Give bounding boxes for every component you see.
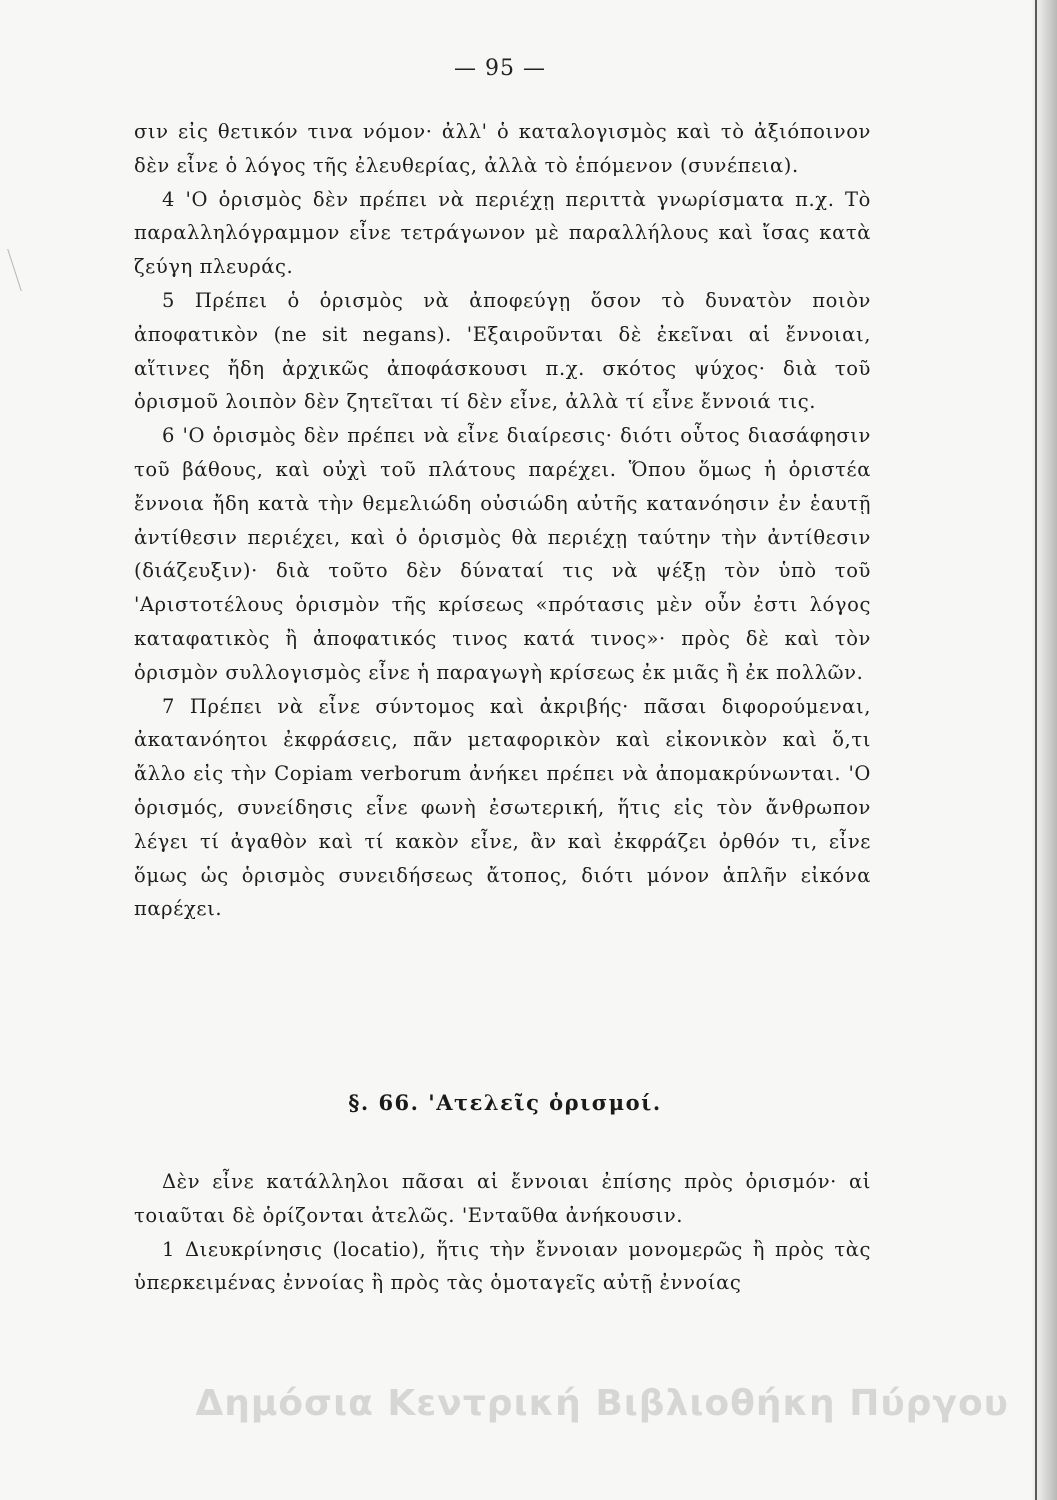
body-text-lower bbox=[134, 1165, 871, 1300]
paragraph-rule-6: 6 'Ο ὁρισμὸς δὲν πρέπει νὰ εἶνε διαίρεσις· διότι οὗτος διασάφησιν τοῦ βάθους, καὶ οὐχὶ τοῦ πλάτους παρέχει. Ὅπου ὅμως ἡ ὁριστέα ἔννοια ἤδη κατὰ τὴν θεμελιώδη οὐσιώδη αὐτῆς κατανόησιν ἐν ἑαυτῇ ἀντίθεσιν περιέχει, καὶ ὁ ὁρισμὸς θὰ περιέχῃ ταύτην τὴν ἀντίθεσιν (διάζευξιν)· διὰ τοῦτο δὲν δύναταί τις νὰ ψέξῃ τὸν ὑπὸ τοῦ 'Αριστοτέλους ὁρισμὸν τῆς κρίσεως «πρότασις μὲν οὖν ἐστι λόγος καταφατικὸς ἢ ἀποφατικός τινος κατά τινος»· πρὸς δὲ καὶ τὸν ὁρισμὸν συλλογισμὸς εἶνε ἡ παραγωγὴ κρίσεως ἐκ μιᾶς ἢ ἐκ πολλῶν. bbox=[134, 424, 871, 684]
body-text-upper bbox=[134, 115, 871, 926]
paragraph-rule-5: 5 Πρέπει ὁ ὁρισμὸς νὰ ἀποφεύγῃ ὅσον τὸ δυνατὸν ποιὸν ἀποφατικὸν (ne sit negans). 'Εξαιροῦνται δὲ ἐκεῖναι αἱ ἔννοιαι, αἵτινες ἤδη ἀρχικῶς ἀποφάσκουσι π.χ. σκότος ψύχος· διὰ τοῦ ὁρισμοῦ λοιπὸν δὲν ζητεῖται τί δὲν εἶνε, ἀλλὰ τί εἶνε ἔννοιά τις. bbox=[134, 288, 871, 414]
library-watermark: Δημόσια Κεντρική Βιβλιοθήκη Πύργου bbox=[195, 1383, 1009, 1424]
margin-mark bbox=[7, 249, 22, 291]
paragraph-rule-4: 4 'Ο ὁρισμὸς δὲν πρέπει νὰ περιέχῃ περιττὰ γνωρίσματα π.χ. Τὸ παραλληλόγραμμον εἶνε τετράγωνον μὲ παραλλήλους καὶ ἴσας κατὰ ζεύγη πλευράς. bbox=[134, 187, 871, 279]
paragraph-continuation: σιν εἰς θετικόν τινα νόμον· ἀλλ' ὁ καταλογισμὸς καὶ τὸ ἀξιόποινον δὲν εἶνε ὁ λόγος τῆς ἐλευθερίας, ἀλλὰ τὸ ἑπόμενον (συνέπεια). bbox=[134, 120, 871, 177]
page-edge-line bbox=[1035, 0, 1037, 1500]
paragraph-intro: Δὲν εἶνε κατάλληλοι πᾶσαι αἱ ἔννοιαι ἐπίσης πρὸς ὁρισμόν· αἱ τοιαῦται δὲ ὁρίζονται ἀτελῶς. 'Ενταῦθα ἀνήκουσιν. bbox=[134, 1170, 871, 1227]
paragraph-item-1: 1 Διευκρίνησις (locatio), ἥτις τὴν ἔννοιαν μονομερῶς ἢ πρὸς τὰς ὑπερκειμένας ἐννοίας ἢ πρὸς τὰς ὁμοταγεῖς αὐτῇ ἐννοίας bbox=[134, 1237, 871, 1295]
page-number: — 95 — bbox=[454, 56, 546, 81]
paragraph-rule-7: 7 Πρέπει νὰ εἶνε σύντομος καὶ ἀκριβής· πᾶσαι διφορούμεναι, ἀκατανόητοι ἐκφράσεις, πᾶν μεταφορικὸν καὶ εἰκονικὸν καὶ ὅ,τι ἄλλο εἰς τὴν Copiam verborum ἀνήκει πρέπει νὰ ἀπομακρύνωνται. 'Ο ὁρισμός, συνείδησις εἶνε φωνὴ ἐσωτερική, ἥτις εἰς τὸν ἄνθρωπον λέγει τί ἀγαθὸν καὶ τί κακὸν εἶνε, ἂν καὶ ἐκφράζει ὀρθόν τι, εἶνε ὅμως ὡς ὁρισμὸς συνειδήσεως ἄτοπος, διότι μόνον ἁπλῆν εἰκόνα παρέχει. bbox=[134, 694, 871, 921]
section-heading: §. 66. 'Ατελεῖς ὁρισμοί. bbox=[348, 1090, 662, 1115]
